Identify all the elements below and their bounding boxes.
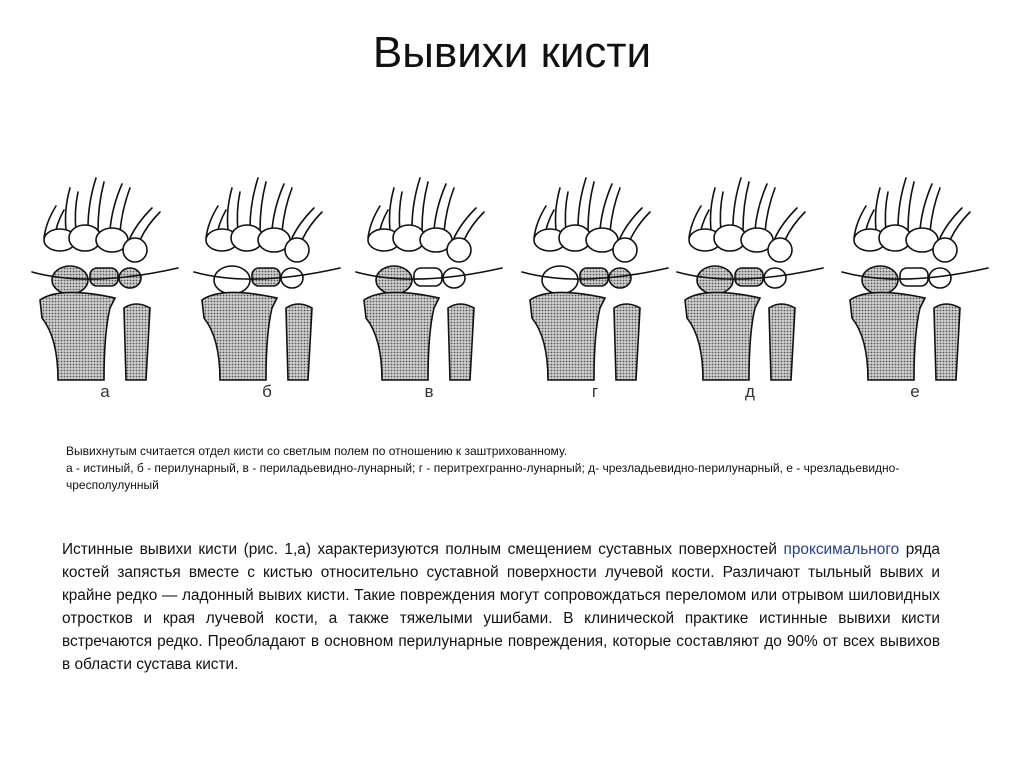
metacarpal-line [785, 212, 805, 240]
scaphoid-bone [862, 266, 898, 294]
metacarpal-line [282, 188, 292, 232]
metacarpal-line [302, 212, 322, 240]
metacarpal-line [743, 182, 749, 230]
radius-bone [530, 292, 605, 380]
panel-g [520, 168, 670, 408]
metacarpal-line [755, 184, 767, 230]
metacarpal-line [98, 182, 104, 230]
metacarpal-line [110, 184, 122, 230]
body-highlight-link[interactable]: проксимального [783, 541, 900, 558]
metacarpal-line [898, 178, 906, 228]
metacarpal-line [422, 182, 428, 230]
figure-caption [66, 443, 946, 494]
lunate-bone [900, 268, 928, 286]
panel-label-b: б [262, 382, 272, 401]
panel-e [840, 168, 990, 408]
lunate-bone [580, 268, 608, 286]
radius-bone [685, 292, 760, 380]
carpal-bone [933, 238, 957, 262]
wrist-diagram-d [675, 168, 825, 383]
metacarpal-line [940, 208, 962, 238]
metacarpal-line [250, 178, 258, 228]
metacarpal-line [620, 208, 642, 238]
metacarpal-line [765, 188, 775, 232]
lunate-bone [90, 268, 118, 286]
panel-b [192, 168, 342, 408]
metacarpal-line [600, 184, 612, 230]
radius-bone [202, 292, 277, 380]
carpal-bone [447, 238, 471, 262]
metacarpal-line [140, 212, 160, 240]
carpal-bone [613, 238, 637, 262]
metacarpal-line [556, 188, 561, 230]
metacarpal-line [876, 188, 881, 230]
panel-label-g: г [591, 382, 599, 401]
panel-label-d: д [745, 382, 755, 401]
wrist-diagram-g [520, 168, 670, 383]
lunate-bone [252, 268, 280, 286]
radius-bone [364, 292, 439, 380]
scaphoid-bone [214, 266, 250, 294]
lunate-bone [414, 268, 442, 286]
body-text-part-2: ряда костей запястья вместе с кистью относительно суставной поверхности лучевой кости. Различают тыльный вывих и крайне редко — ладонный вывих кисти. Такие повреждения могут сопровождаться переломом или отрывом шиловидных отростков и края лучевой кости, а также тяжелыми ушибами. В клинической практике истинные вывихи кисти встречаются редко. Преобладают в основном перилунарные повреждения, которые составляют до 90% от всех вывихов в области сустава кисти. [62, 541, 940, 673]
wrist-diagram-e [840, 168, 990, 383]
carpal-bone [768, 238, 792, 262]
ulna-bone [124, 304, 150, 380]
metacarpal-line [464, 212, 484, 240]
lunate-bone [735, 268, 763, 286]
metacarpal-line [434, 184, 446, 230]
scaphoid-bone [697, 266, 733, 294]
panel-label-v: в [424, 382, 434, 401]
metacarpal-line [610, 188, 620, 232]
page-title: Вывихи кисти [372, 28, 652, 77]
metacarpal-line [272, 184, 284, 230]
ulna-bone [448, 304, 474, 380]
panel-a [30, 168, 180, 408]
metacarpal-line [578, 178, 586, 228]
metacarpal-line [292, 208, 314, 238]
metacarpal-line [260, 182, 266, 230]
wrist-diagram-v [354, 168, 504, 383]
radius-bone [40, 292, 115, 380]
panel-label-e: е [910, 382, 920, 401]
panel-label-a: а [100, 382, 110, 401]
caption-line-2: а - истиный, б - перилунарный, в - периладьевидно-лунарный; г - перитрехгранно-лунарный; д- чрезладьевидно-перилунарный, е - чрезладьевидно-чресполулунный [66, 461, 900, 492]
metacarpal-line [412, 178, 420, 228]
radius-bone [850, 292, 925, 380]
metacarpal-line [66, 188, 71, 230]
scaphoid-bone [52, 266, 88, 294]
metacarpal-line [920, 184, 932, 230]
carpal-bone [123, 238, 147, 262]
metacarpal-line [775, 208, 797, 238]
caption-line-1: Вывихнутым считается отдел кисти со светлым полем по отношению к заштрихованному. [66, 444, 568, 458]
wrist-diagram-b [192, 168, 342, 383]
metacarpal-line [630, 212, 650, 240]
scaphoid-bone [542, 266, 578, 294]
metacarpal-line [733, 178, 741, 228]
ulna-bone [614, 304, 640, 380]
metacarpal-line [454, 208, 476, 238]
metacarpal-line [908, 182, 914, 230]
metacarpal-line [711, 188, 716, 230]
metacarpal-line [390, 188, 395, 230]
ulna-bone [934, 304, 960, 380]
metacarpal-line [228, 188, 233, 230]
metacarpal-line [88, 178, 96, 228]
panel-d [675, 168, 825, 408]
body-text-part-1: Истинные вывихи кисти (рис. 1,а) характеризуются полным смещением суставных поверхностей [62, 541, 784, 558]
ulna-bone [286, 304, 312, 380]
metacarpal-line [588, 182, 594, 230]
metacarpal-line [950, 212, 970, 240]
metacarpal-line [930, 188, 940, 232]
metacarpal-line [130, 208, 152, 238]
scaphoid-bone [376, 266, 412, 294]
body-paragraph [62, 538, 940, 676]
wrist-dislocation-figure [30, 168, 990, 408]
panel-v [354, 168, 504, 408]
wrist-diagram-a [30, 168, 180, 383]
carpal-bone [285, 238, 309, 262]
metacarpal-line [120, 188, 130, 232]
metacarpal-line [444, 188, 454, 232]
ulna-bone [769, 304, 795, 380]
